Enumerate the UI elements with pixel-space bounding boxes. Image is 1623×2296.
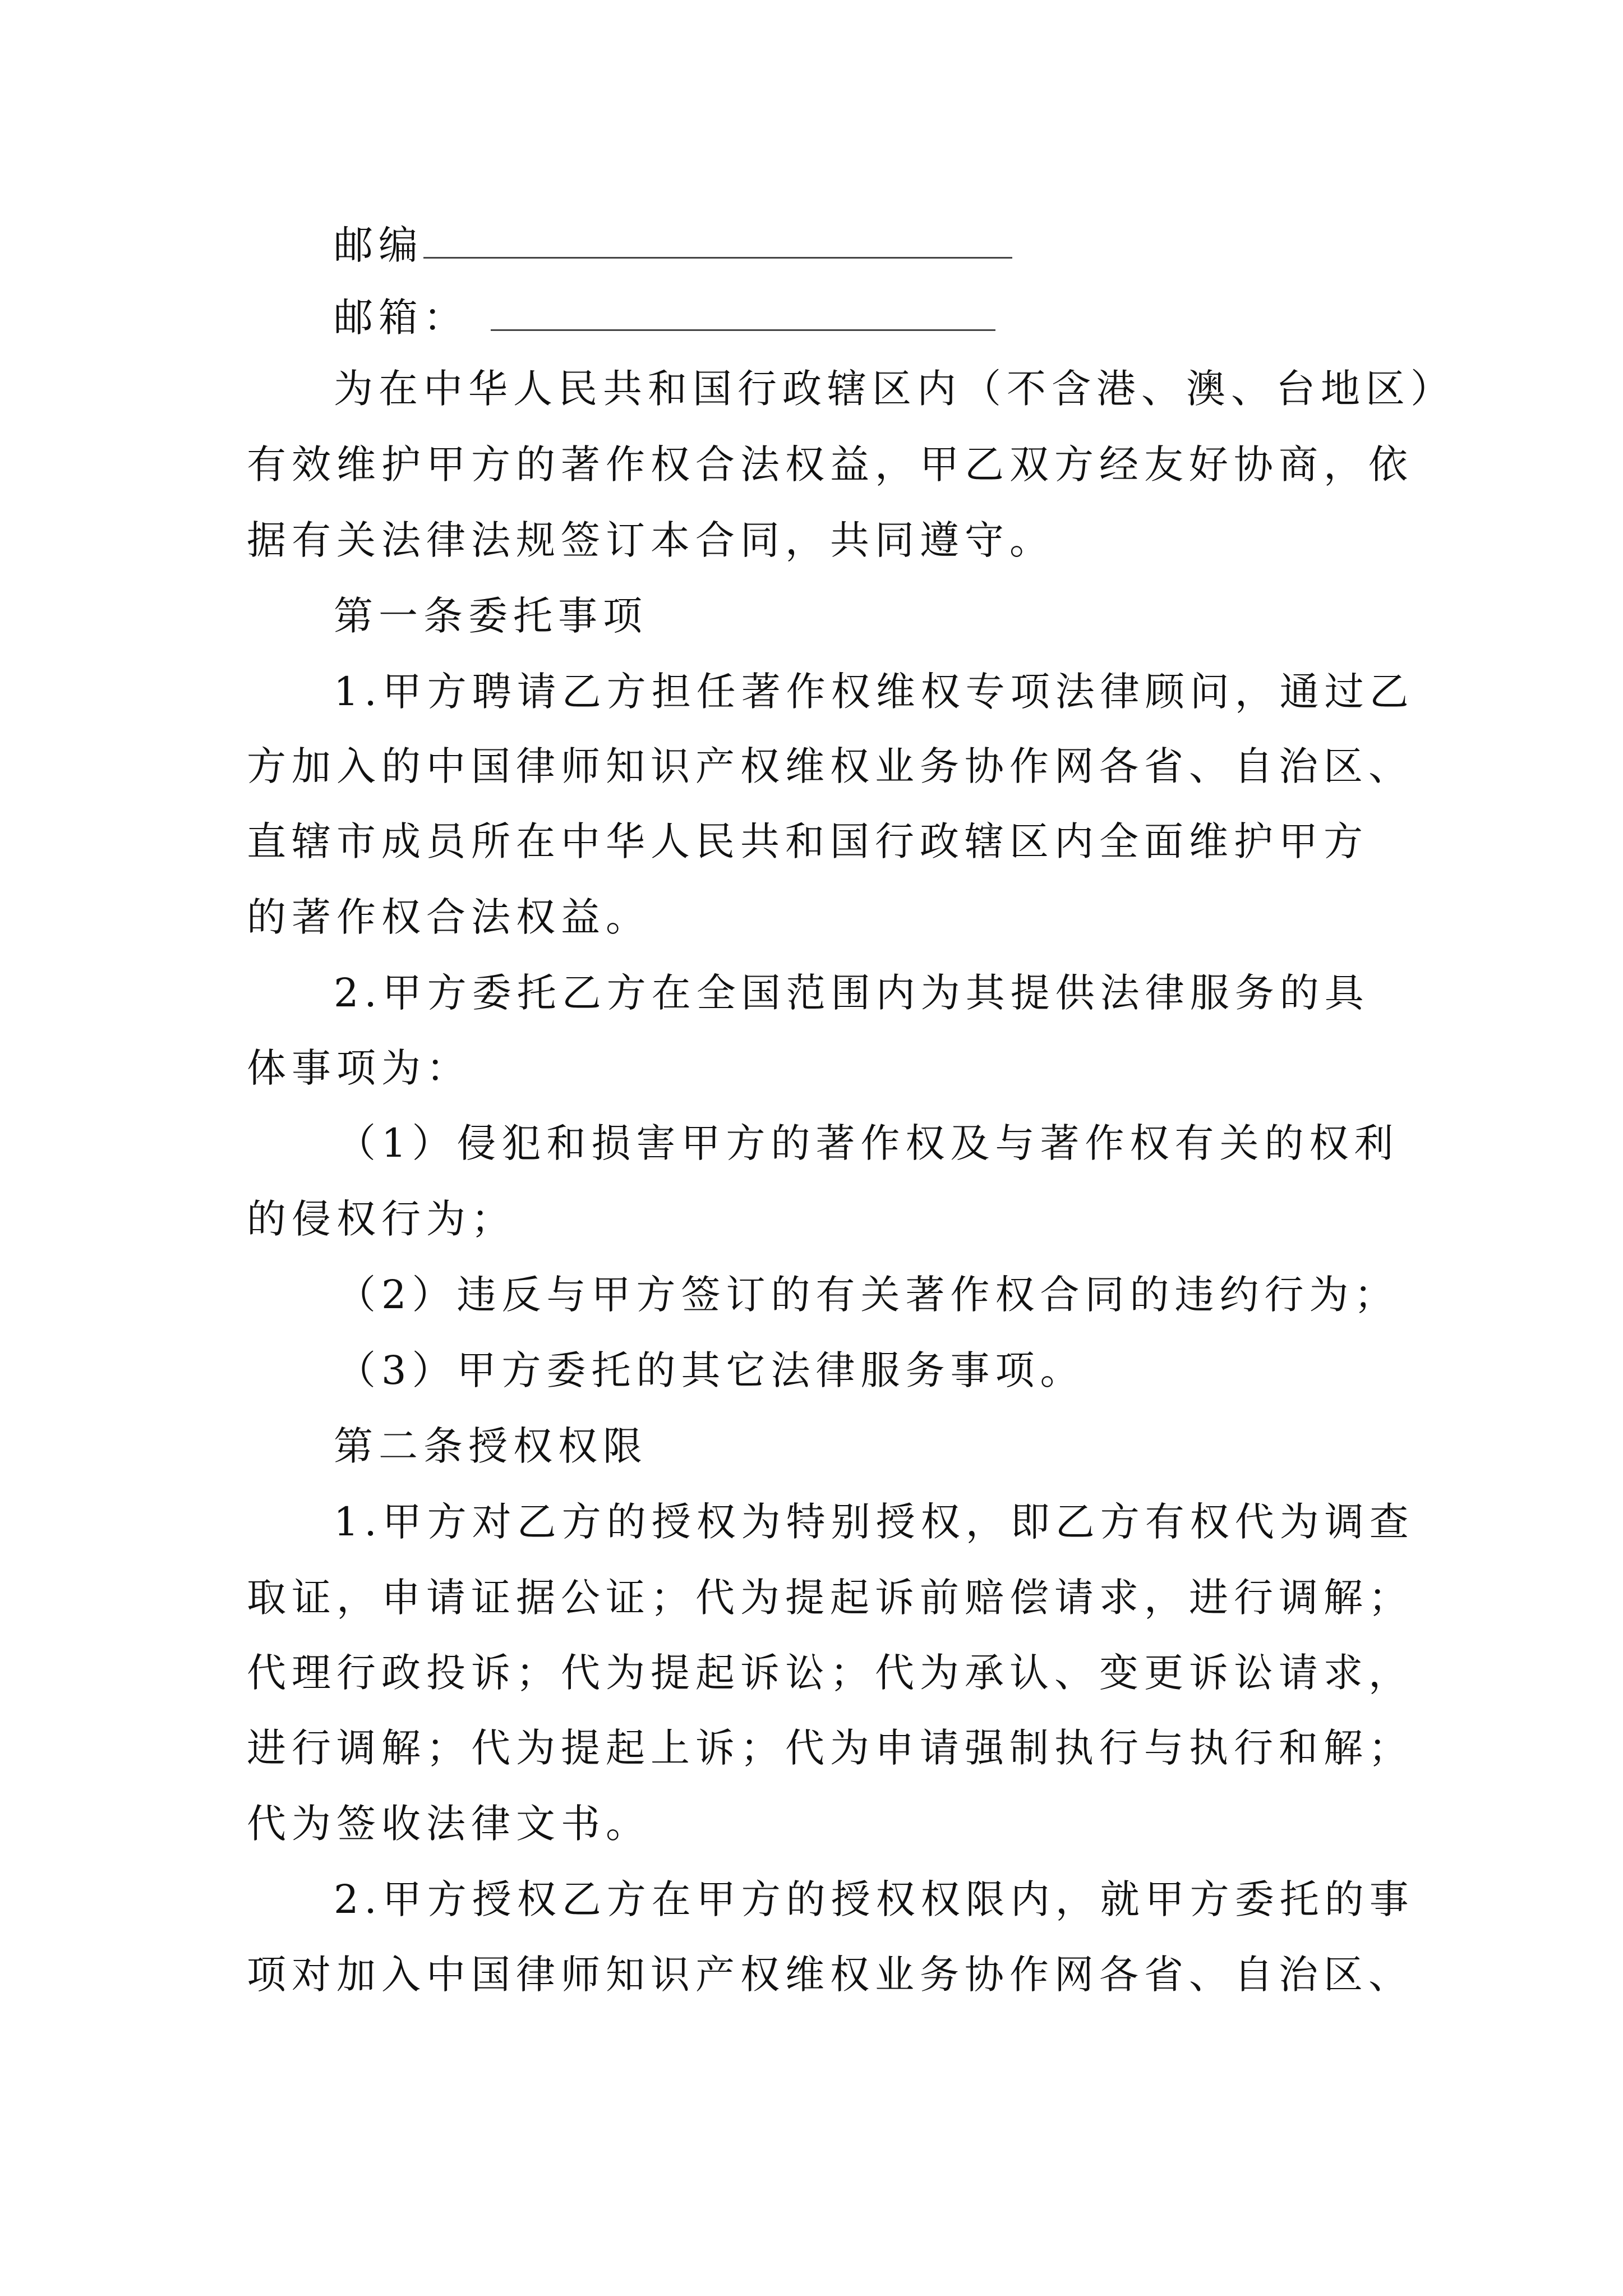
paragraph-line: 体事项为： [247,1045,471,1091]
list-item: （1）侵犯和损害甲方的著作权及与著作权有关的权利 [336,1120,1399,1166]
paragraph-line: 直辖市成员所在中华人民共和国行政辖区内全面维护甲方 [247,818,1368,864]
paragraph-line: 代为签收法律文书。 [247,1801,651,1847]
paragraph-line: 为在中华人民共和国行政辖区内（不含港、澳、台地区） [334,366,1455,412]
paragraph-line: 代理行政投诉；代为提起诉讼；代为承认、变更诉讼请求， [247,1650,1413,1696]
email-blank[interactable] [491,290,995,331]
paragraph-line: 2.甲方授权乙方在甲方的授权权限内，就甲方委托的事 [334,1876,1414,1922]
paragraph-line: 1.甲方聘请乙方担任著作权维权专项法律顾问，通过乙 [334,669,1414,715]
section-heading: 第一条委托事项 [334,593,648,639]
paragraph-line: 有效维护甲方的著作权合法权益，甲乙双方经友好协商，依 [247,441,1413,487]
paragraph-line: 方加入的中国律师知识产权维权业务协作网各省、自治区、 [247,743,1413,789]
paragraph-line: 进行调解；代为提起上诉；代为申请强制执行与执行和解； [247,1725,1413,1771]
paragraph-line: 据有关法律法规签订本合同，共同遵守。 [247,517,1054,563]
paragraph-line: 项对加入中国律师知识产权维权业务协作网各省、自治区、 [247,1952,1413,1998]
list-item: （2）违反与甲方签订的有关著作权合同的违约行为； [336,1272,1399,1318]
email-field [334,290,995,344]
email-label: 邮箱： [334,295,468,341]
list-item-continuation: 的侵权行为； [247,1196,516,1242]
postcode-field [334,218,1012,272]
paragraph-line: 的著作权合法权益。 [247,894,651,940]
postcode-label: 邮编 [334,222,423,268]
paragraph-line: 1.甲方对乙方的授权为特别授权，即乙方有权代为调查 [334,1499,1414,1545]
section-heading: 第二条授权权限 [334,1423,648,1469]
paragraph-line: 2.甲方委托乙方在全国范围内为其提供法律服务的具 [334,970,1370,1016]
paragraph-line: 取证，申请证据公证；代为提起诉前赔偿请求，进行调解； [247,1575,1413,1621]
list-item: （3）甲方委托的其它法律服务事项。 [336,1347,1085,1393]
postcode-blank[interactable] [423,218,1012,259]
